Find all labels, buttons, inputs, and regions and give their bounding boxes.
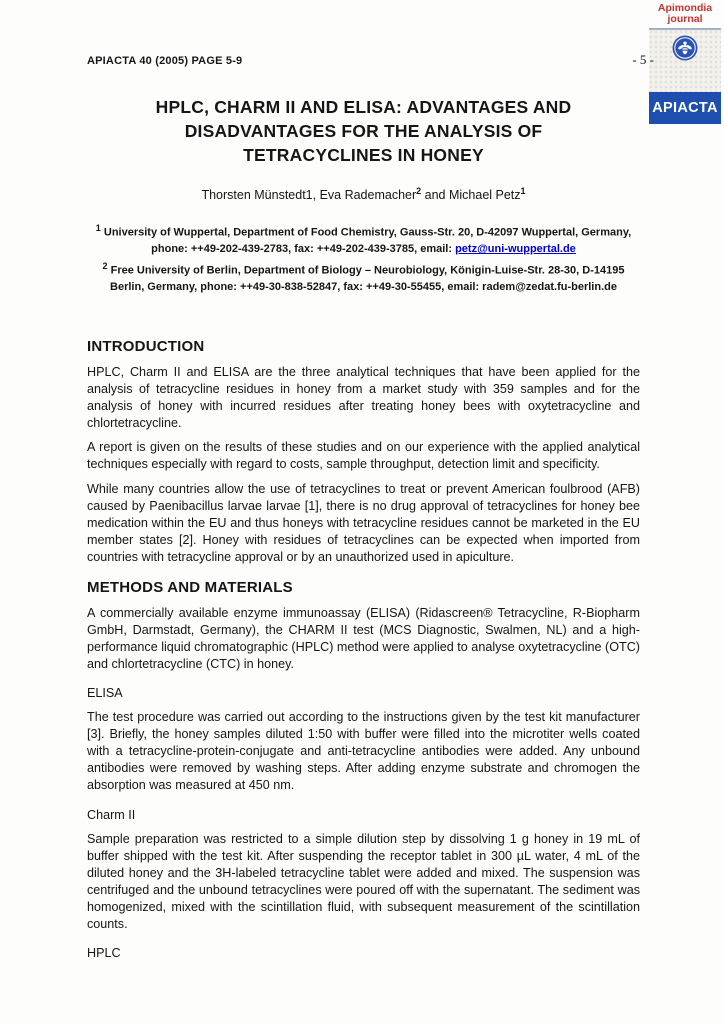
page-header [87,52,654,68]
affiliation-berlin [87,258,640,296]
section-heading-introduction: INTRODUCTION [87,337,205,355]
introduction-paragraph-2: A report is given on the results of these studies and on our experience with the applied analytical techniques especially with regard to costs, sample throughput, detection limit and specificity. [87,440,640,472]
paper-title-line3: TETRACYCLINES IN HONEY [243,145,484,165]
page-number: - 5 - [632,52,654,67]
author-superscript-petz: 1 [520,186,526,196]
affiliation-2-superscript: 2 [102,261,108,271]
authors-part1: Thorsten Münstedt1, Eva Rademacher [201,188,417,203]
introduction-paragraph-3: While many countries allow the use of tetracyclines to treat or prevent American foulbrood (AFB) caused by Paenibacillus larvae larvae [1], there is no drug approval of tetracyclines for honey bee medication within the EU and thus honeys with tetracycline residues cannot be marketed in the EU member states [2]. Honey with residues of tetracyclines can be expected when imported from countries with tetracycline approval or by an unauthorized used in apiculture. [87,482,640,564]
affiliation-1-text: University of Wuppertal, Department of Food Chemistry, Gauss-Str. 20, D-42097 Wuppertal, Germany, phone: ++49-202-439-2783, fax: ++49-202-439-3785, email: [100,226,632,256]
authors-line [87,183,640,203]
subsection-heading-hplc: HPLC [87,946,121,961]
methods-paragraph-1: A commercially available enzyme immunoassay (ELISA) (Ridascreen® Tetracycline, R-Biopharm GmbH, Darmstadt, Germany), the CHARM II test (MCS Diagnostic, Swalmen, NL) and a high-performance liquid chromatographic (HPLC) method were applied to analyse oxytetracycline (OTC) and chlortetracycline (CTC) in honey. [87,605,640,671]
apiacta-banner: APIACTA [649,92,721,124]
introduction-paragraph-1: HPLC, Charm II and ELISA are the three analytical techniques that have been applied for the analysis of tetracycline residues in honey from a market study with 359 samples and for the analysis of honey with incurred residues after treating honey bees with oxytetracycline and chlortetracycline. [87,364,640,430]
affiliations [87,220,640,296]
subsection-heading-charm: Charm II [87,807,136,822]
journal-reference: APIACTA 40 (2005) PAGE 5-9 [87,55,243,67]
affiliation-1-superscript: 1 [95,223,101,234]
apimondia-label-line2: journal [667,12,703,25]
affiliation-wuppertal [87,220,640,258]
charm-paragraph: Sample preparation was restricted to a simple dilution step by dissolving 1 g honey in 19 mL of buffer shipped with the test kit. After suspending the receptor tablet in 300 µL water, 4 mL of the diluted honey and the 3H-labeled tetracycline tablet were added and mixed. The suspension was centrifuged and the unbound tetracyclines were poured off with the supernatant. The sediment was homogenized, mixed with the scintillation fluid, with subsequent measurement of the scintillation counts. [87,831,640,931]
affiliation-2-text: Free University of Berlin, Department of Biology – Neurobiology, Königin-Luise-Str. 28-30, D-14195 Berlin, Germany, phone: ++49-30-838-52847, fax: ++49-30-55455, email: radem@zedat.fu-berlin.de [107,264,625,294]
elisa-paragraph: The test procedure was carried out according to the instructions given by the test kit manufacturer [3]. Briefly, the honey samples diluted 1:50 with buffer were filled into the microtiter wells coated with a tetracycline-protein-conjugate and anti-tetracycline antibodies were added. Any unbound antibodies were removed by washing steps. After adding enzyme substrate and chromogen the absorption was measured at 450 nm. [87,710,640,793]
subsection-heading-elisa: ELISA [87,686,123,701]
email-link-wuppertal[interactable]: petz@uni-wuppertal.de [455,243,576,256]
section-heading-methods: METHODS AND MATERIALS [87,578,293,596]
author-superscript-rademacher: 2 [416,186,422,196]
apimondia-label-line1: Apimondia [657,2,713,14]
authors-part2: and Michael Petz [421,188,521,203]
paper-title [87,95,640,167]
paper-title-line1: HPLC, CHARM II AND ELISA: ADVANTAGES AND [155,97,572,117]
paper-title-line2: DISADVANTAGES FOR THE ANALYSIS OF [184,121,543,141]
